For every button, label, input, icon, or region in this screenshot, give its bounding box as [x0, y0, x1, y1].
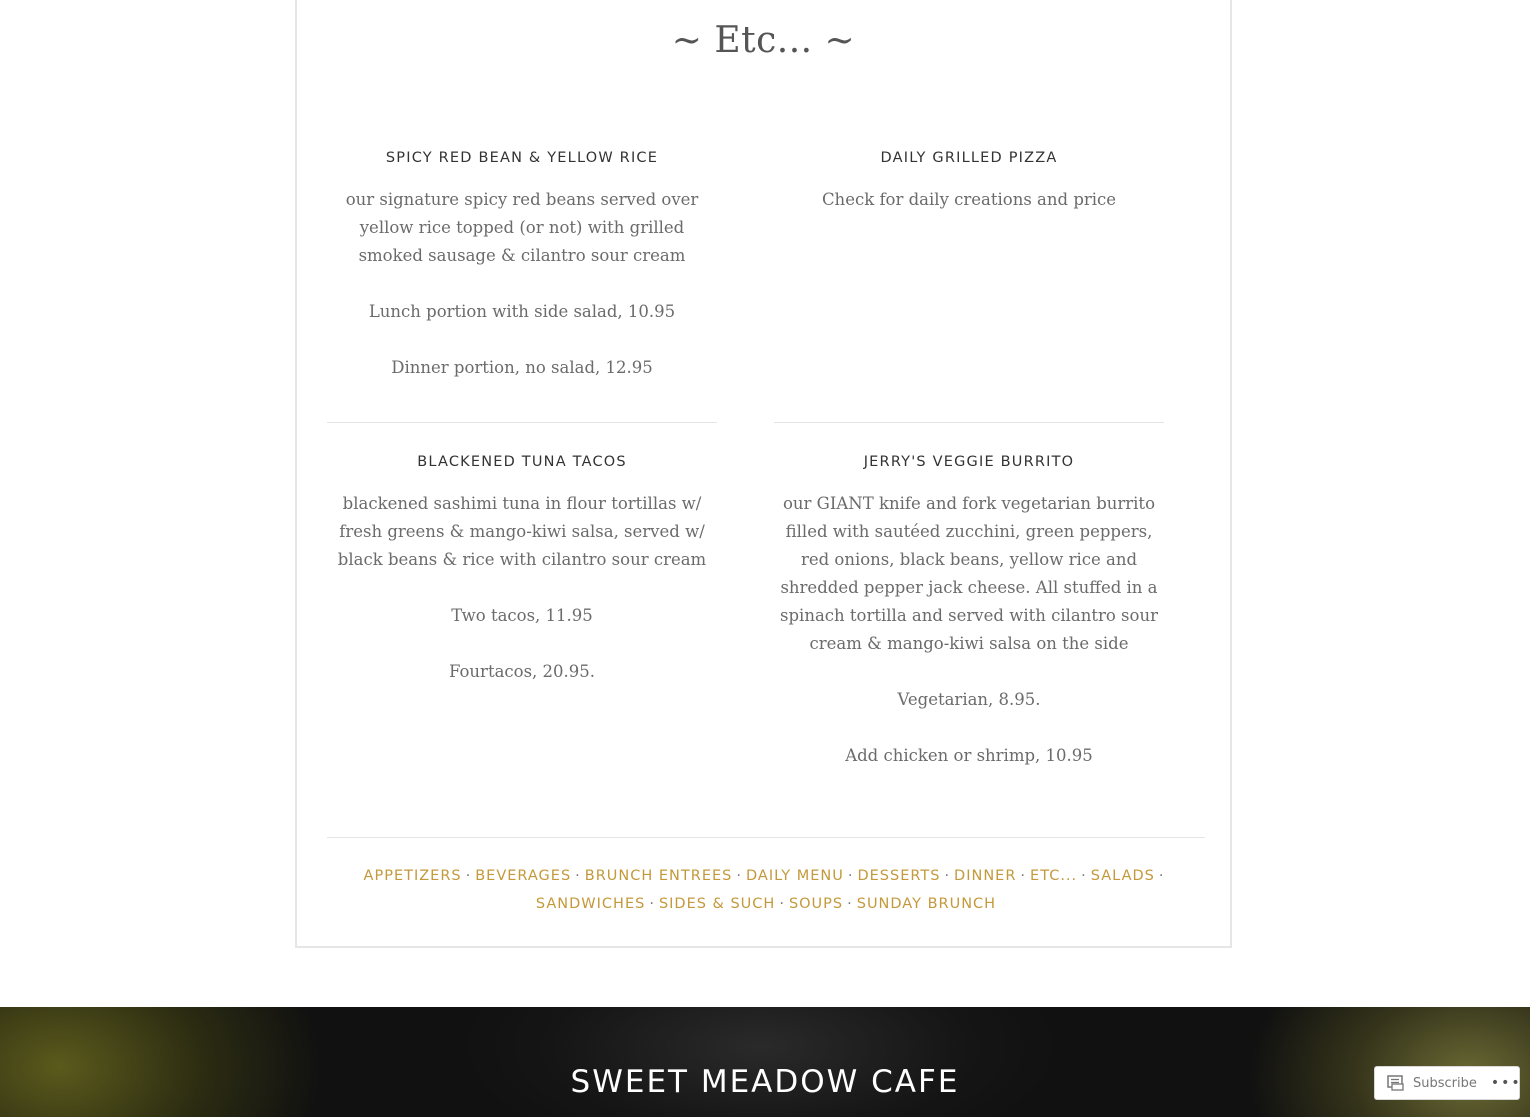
menu-item-price: Vegetarian, 8.95.: [897, 690, 1041, 709]
page-title: ~ Etc... ~: [671, 20, 856, 61]
menu-item-price: Lunch portion with side salad, 10.95: [368, 302, 676, 321]
category-link-brunch-entrees[interactable]: BRUNCH ENTREES: [584, 868, 733, 884]
category-link-sunday-brunch[interactable]: SUNDAY BRUNCH: [856, 896, 997, 912]
menu-item: [327, 452, 717, 714]
category-link-appetizers[interactable]: APPETIZERS: [363, 868, 462, 884]
menu-item: [327, 148, 717, 410]
menu-item: [774, 148, 1164, 242]
menu-item-price: Dinner portion, no salad, 12.95: [391, 358, 653, 377]
category-link-beverages[interactable]: BEVERAGES: [475, 868, 572, 884]
menu-item-description: blackened sashimi tuna in flour tortillas w/ fresh greens & mango-kiwi salsa, served w/ black beans & rice with cilantro sour cream: [337, 494, 707, 569]
reader-icon: [1387, 1075, 1405, 1091]
divider: [774, 422, 1164, 423]
subscribe-widget: [1374, 1066, 1520, 1100]
site-footer: [0, 1007, 1530, 1117]
category-links: APPETIZERS · BEVERAGES · BRUNCH ENTREES · DAILY MENU · DESSERTS · DINNER · ETC... · SALADS · SANDWICHES · SIDES & SUCH · SOUPS · SUNDAY BRUNCH: [363, 868, 1165, 912]
menu-item-title: DAILY GRILLED PIZZA: [880, 150, 1058, 166]
category-link-soups[interactable]: SOUPS: [788, 896, 844, 912]
category-link-daily-menu[interactable]: DAILY MENU: [745, 868, 844, 884]
menu-card: [295, 0, 1232, 948]
menu-item-price: Add chicken or shrimp, 10.95: [845, 746, 1093, 765]
category-link-etc[interactable]: ETC...: [1030, 868, 1078, 884]
category-link-desserts[interactable]: DESSERTS: [857, 868, 941, 884]
menu-item-title: JERRY'S VEGGIE BURRITO: [863, 454, 1075, 470]
subscribe-button[interactable]: [1375, 1067, 1477, 1099]
category-link-sandwiches[interactable]: SANDWICHES: [535, 896, 646, 912]
divider: [327, 837, 1205, 838]
menu-item-price: Two tacos, 11.95: [451, 606, 593, 625]
category-link-sides-such[interactable]: SIDES & SUCH: [658, 896, 776, 912]
divider: [327, 422, 717, 423]
menu-item-title: BLACKENED TUNA TACOS: [417, 454, 627, 470]
category-link-salads[interactable]: SALADS: [1090, 868, 1155, 884]
menu-item-description: our signature spicy red beans served over yellow rice topped (or not) with grilled smoked sausage & cilantro sour cream: [345, 190, 699, 265]
site-title[interactable]: SWEET MEADOW CAFE: [570, 1064, 960, 1100]
menu-item-title: SPICY RED BEAN & YELLOW RICE: [385, 150, 659, 166]
menu-item-description: Check for daily creations and price: [821, 190, 1117, 209]
category-link-dinner[interactable]: DINNER: [954, 868, 1017, 884]
menu-item: [774, 452, 1164, 798]
subscribe-label: Subscribe: [1413, 1075, 1477, 1091]
more-options-icon[interactable]: •••: [1490, 1075, 1522, 1091]
menu-item-price: Fourtacos, 20.95.: [448, 662, 596, 681]
menu-item-description: our GIANT knife and fork vegetarian burrito filled with sautéed zucchini, green peppers, red onions, black beans, yellow rice and shredded pepper jack cheese. All stuffed in a spinach tortilla and served with cilantro sour cream & mango-kiwi salsa on the side: [780, 494, 1158, 653]
